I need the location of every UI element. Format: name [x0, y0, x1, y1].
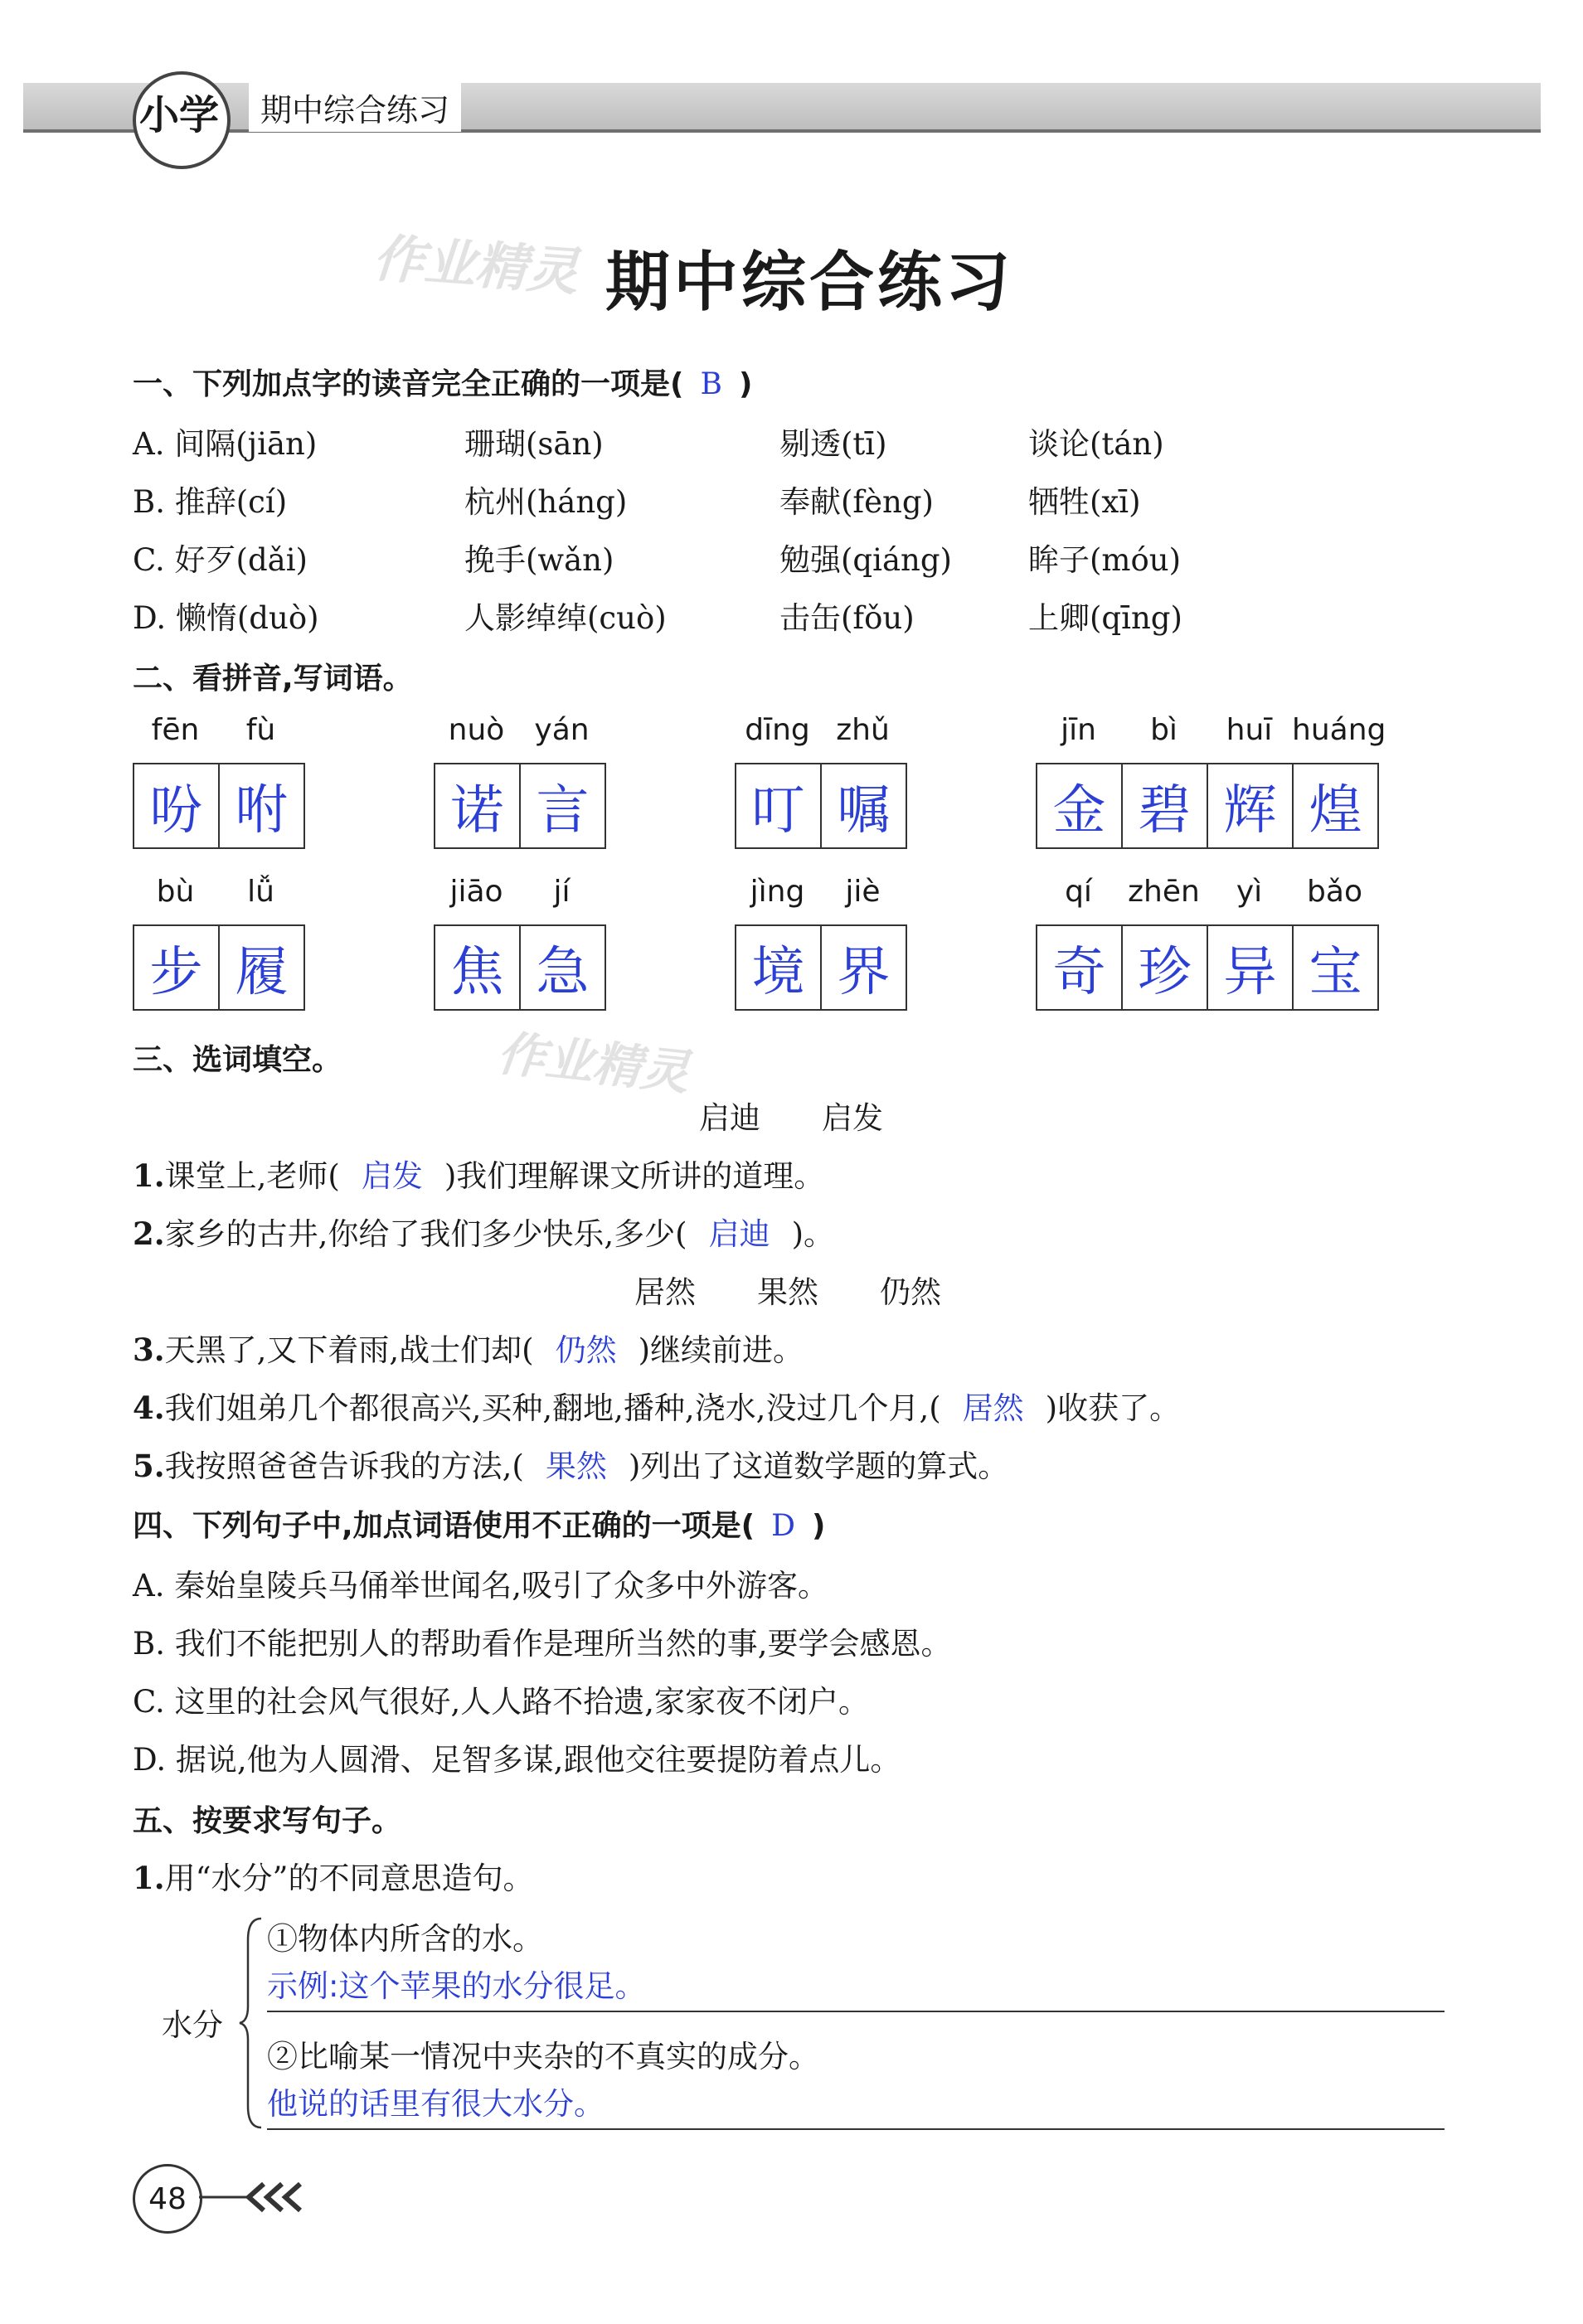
character-box: 焦: [435, 926, 521, 1009]
item-answer: 居然: [962, 1390, 1024, 1426]
character-box: 急: [536, 942, 590, 1003]
q5-item: 1.用“水分”的不同意思造句。: [133, 1860, 534, 1896]
q2-title: 二、看拼音,写词语。: [133, 662, 413, 696]
character-box: 叮: [736, 764, 822, 847]
q4-option: A. 秦始皇陵兵马俑举世闻名,吸引了众多中外游客。: [133, 1568, 829, 1604]
q1-option-cell: 剔透(tī): [779, 426, 887, 462]
footer-arrows-icon: [199, 2179, 323, 2215]
q1-option-cell: 眸子(móu): [1028, 542, 1182, 578]
character-boxes: [1036, 763, 1379, 849]
pinyin-label: huáng: [1292, 713, 1386, 747]
pinyin-label: huī: [1226, 713, 1273, 747]
character-box: 吩: [134, 764, 220, 847]
fill-blank-item: [133, 1151, 824, 1196]
q1-prompt: 一、下列加点字的读音完全正确的一项是( B ): [133, 367, 753, 401]
pinyin-label: zhǔ: [836, 713, 890, 747]
pinyin-label: jìng: [750, 875, 805, 909]
item-text-before: 我们姐弟几个都很高兴,买种,翻地,播种,浇水,没过几个月,(: [164, 1390, 941, 1426]
fill-blank-item: [133, 1441, 1008, 1486]
q5-title: 五、按要求写句子。: [133, 1804, 402, 1838]
pinyin-label: yì: [1236, 875, 1263, 909]
fill-blank-item: [133, 1383, 1180, 1428]
q1-option-cell: 谈论(tán): [1028, 426, 1164, 462]
item-number: 3.: [133, 1332, 165, 1368]
q3-title: 三、选词填空。: [133, 1043, 342, 1077]
character-box: 碧: [1123, 764, 1208, 847]
character-box: 咐: [235, 780, 289, 842]
q1-option-cell: 杭州(háng): [464, 484, 628, 520]
pinyin-label: jīn: [1061, 713, 1096, 747]
q5-word: 水分: [162, 2007, 223, 2043]
item-text-before: 我按照爸爸告诉我的方法,(: [164, 1448, 524, 1484]
character-box: 异: [1208, 926, 1294, 1009]
character-boxes: [735, 924, 907, 1011]
fill-blank-item: [133, 1325, 804, 1370]
item-text-before: 课堂上,老师(: [164, 1158, 340, 1194]
q1-option-cell: 勉强(qiáng): [779, 542, 952, 578]
item-text-before: 家乡的古井,你给了我们多少快乐,多少(: [164, 1216, 687, 1252]
pinyin-label: fù: [245, 713, 276, 747]
item-answer: 启迪: [708, 1216, 770, 1252]
pinyin-label: lǚ: [247, 875, 274, 909]
item-text-before: 天黑了,又下着雨,战士们却(: [164, 1332, 534, 1368]
q5-meaning-1: ①物体内所含的水。: [267, 1921, 543, 1957]
q3-choices-2: 居然 果然 仍然: [634, 1274, 941, 1310]
page-number: 48: [133, 2164, 202, 2234]
character-box: 诺: [435, 764, 521, 847]
pinyin-label: jiāo: [449, 875, 503, 909]
watermark-top: 作业精灵: [371, 227, 580, 303]
item-number: 1.: [133, 1157, 165, 1194]
character-box: 奇: [1037, 926, 1123, 1009]
pinyin-label: dīng: [745, 713, 810, 747]
character-box: 言: [536, 780, 590, 842]
header-logo: 小学: [139, 92, 220, 138]
character-box: 煌: [1309, 780, 1362, 842]
item-text-after: )继续前进。: [638, 1332, 804, 1368]
q1-option-cell: 珊瑚(sān): [464, 426, 604, 462]
pinyin-label: bì: [1150, 713, 1178, 747]
item-number: 2.: [133, 1215, 165, 1252]
page-title: 期中综合练习: [605, 245, 1014, 320]
item-text-after: )列出了这道数学题的算式。: [628, 1448, 1009, 1484]
pinyin-label: nuò: [448, 713, 505, 747]
character-boxes: [434, 924, 606, 1011]
item-number: 5.: [133, 1448, 165, 1484]
q5-meaning-2: ②比喻某一情况中夹杂的不真实的成分。: [267, 2039, 819, 2074]
item-text-after: )。: [791, 1216, 835, 1252]
item-answer: 启发: [361, 1158, 423, 1194]
character-box: 界: [837, 942, 891, 1003]
pinyin-label: zhēn: [1128, 875, 1200, 909]
q1-option-cell: 人影绰绰(cuò): [464, 600, 667, 636]
q1-option-cell: C. 好歹(dǎi): [133, 542, 308, 578]
character-box: 金: [1037, 764, 1123, 847]
pinyin-label: jí: [553, 875, 571, 909]
character-boxes: [1036, 924, 1379, 1011]
pinyin-label: fēn: [151, 713, 200, 747]
q1-option-cell: 牺牲(xī): [1028, 484, 1141, 520]
q4-answer: D: [771, 1509, 796, 1543]
q4-prompt: 四、下列句子中,加点词语使用不正确的一项是( D ): [133, 1509, 826, 1543]
pinyin-label: jiè: [845, 875, 881, 909]
q5-brace: [236, 1915, 269, 2131]
q5-answer-2: 他说的话里有很大水分。: [267, 2079, 1445, 2130]
pinyin-label: bǎo: [1307, 875, 1362, 909]
character-boxes: [735, 763, 907, 849]
pinyin-label: qí: [1065, 875, 1092, 909]
pinyin-label: yán: [534, 713, 590, 747]
header-title: 期中综合练习: [249, 83, 461, 132]
item-text-after: )我们理解课文所讲的道理。: [444, 1158, 825, 1194]
character-boxes: [133, 763, 305, 849]
q1-option-cell: D. 懒惰(duò): [133, 600, 319, 636]
character-box: 嘱: [837, 780, 891, 842]
item-text-after: )收获了。: [1045, 1390, 1181, 1426]
q4-option: C. 这里的社会风气很好,人人路不拾遗,家家夜不闭户。: [133, 1684, 870, 1720]
character-box: 辉: [1208, 764, 1294, 847]
character-box: 履: [235, 942, 289, 1003]
q5-answer-1: 示例:这个苹果的水分很足。: [267, 1961, 1445, 2012]
pinyin-label: bù: [156, 875, 195, 909]
q4-option: D. 据说,他为人圆滑、足智多谋,跟他交往要提防着点儿。: [133, 1742, 901, 1778]
q1-option-cell: 上卿(qīng): [1028, 600, 1182, 636]
item-answer: 仍然: [555, 1332, 617, 1368]
q1-option-cell: 击缶(fǒu): [779, 600, 915, 636]
character-box: 步: [134, 926, 220, 1009]
fill-blank-item: [133, 1209, 834, 1254]
item-number: 4.: [133, 1390, 165, 1426]
watermark-middle: 作业精灵: [494, 1025, 692, 1101]
character-box: 境: [736, 926, 822, 1009]
character-boxes: [133, 924, 305, 1011]
q1-option-cell: 奉献(fèng): [779, 484, 934, 520]
q4-option: B. 我们不能把别人的帮助看作是理所当然的事,要学会感恩。: [133, 1626, 952, 1662]
q1-option-cell: 挽手(wǎn): [464, 542, 614, 578]
character-boxes: [434, 763, 606, 849]
item-answer: 果然: [545, 1448, 607, 1484]
q1-option-cell: A. 间隔(jiān): [133, 426, 318, 462]
q3-choices-1: 启迪 启发: [699, 1100, 883, 1136]
q1-answer: B: [700, 367, 722, 401]
character-box: 宝: [1309, 942, 1362, 1003]
character-box: 珍: [1123, 926, 1208, 1009]
q1-option-cell: B. 推辞(cí): [133, 484, 288, 520]
